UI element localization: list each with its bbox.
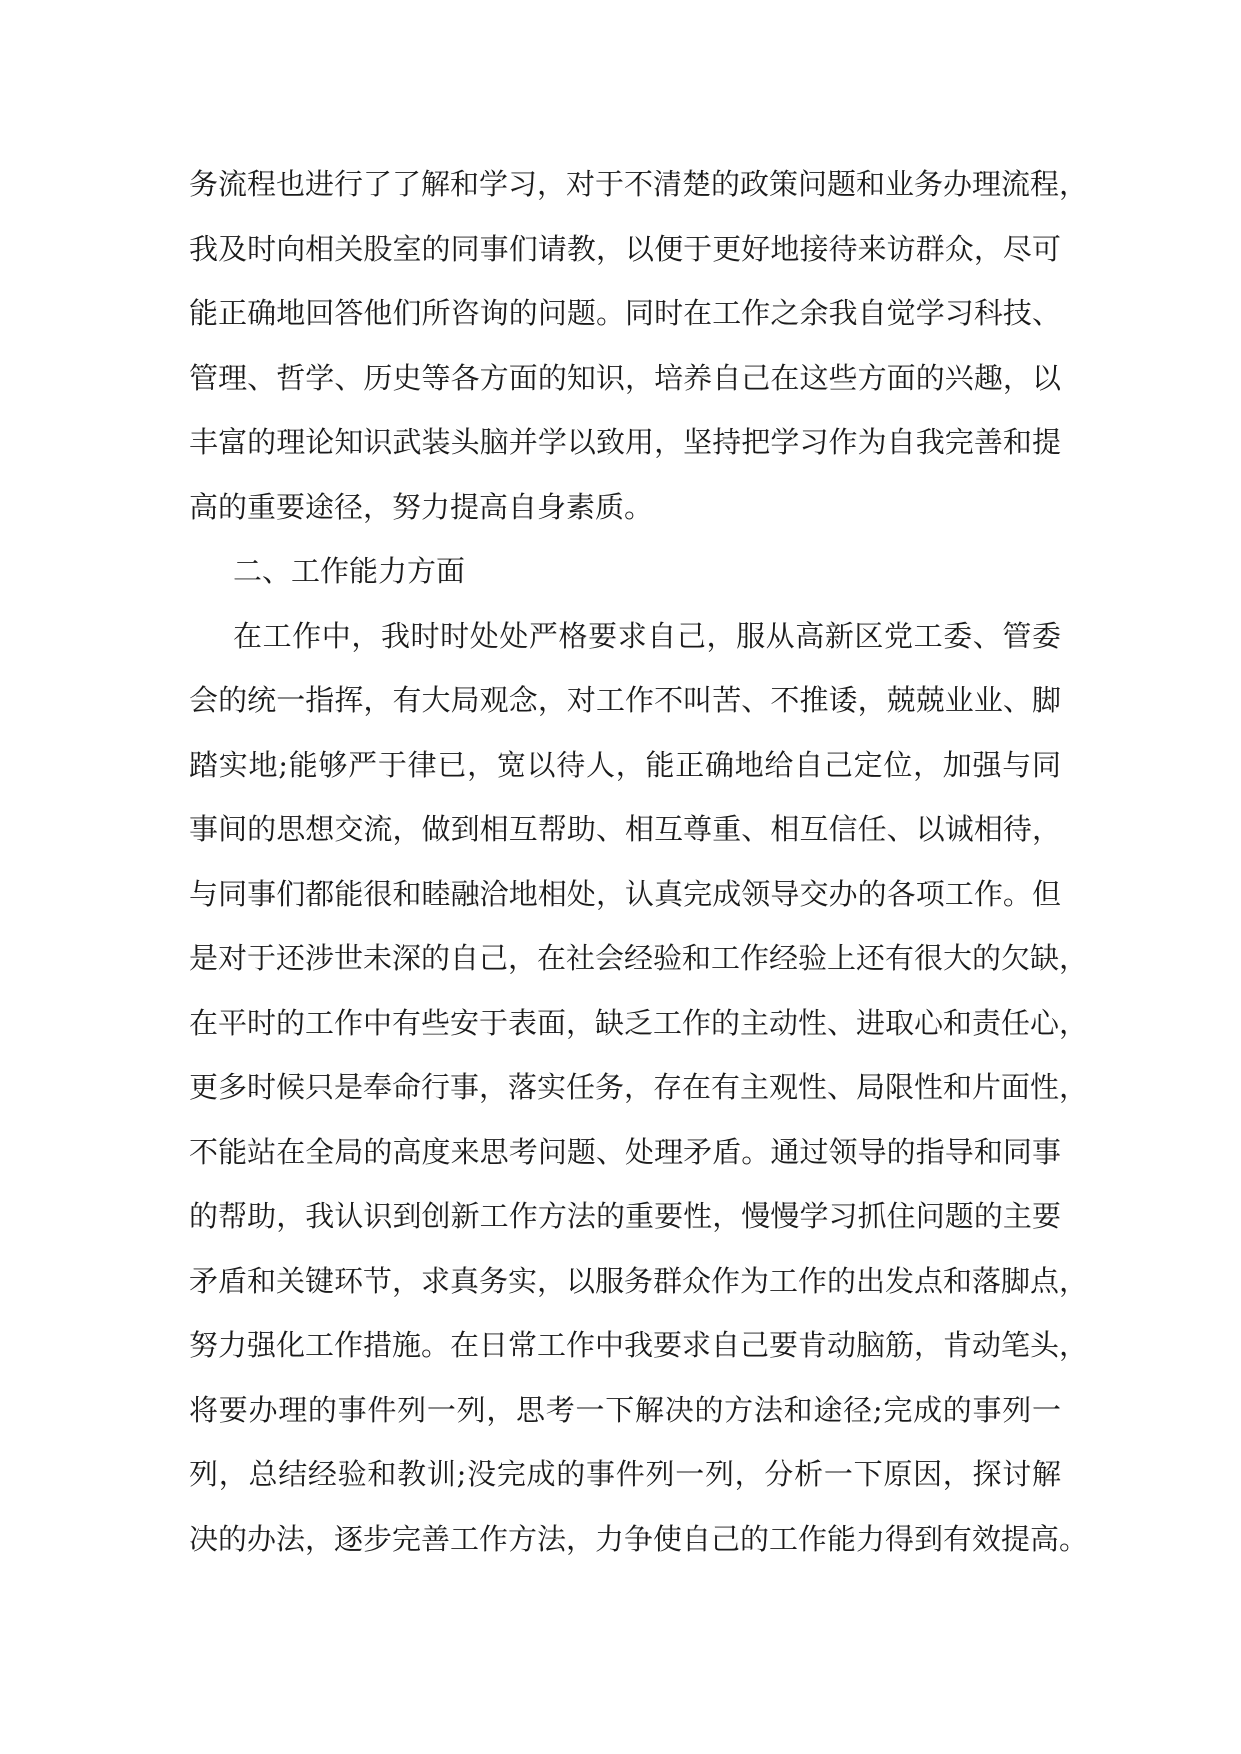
text-line: 务流程也进行了了解和学习，对于不清楚的政策问题和业务办理流程， xyxy=(189,167,1089,201)
text-line: 决的办法，逐步完善工作方法，力争使自己的工作能力得到有效提高。 xyxy=(189,1521,1089,1556)
text-line: 努力强化工作措施。在日常工作中我要求自己要肯动脑筋，肯动笔头， xyxy=(189,1328,1089,1362)
text-line: 我及时向相关股室的同事们请教，以便于更好地接待来访群众，尽可 xyxy=(189,231,1061,266)
text-line: 能正确地回答他们所咨询的问题。同时在工作之余我自觉学习科技、 xyxy=(189,296,1061,330)
text-line: 在平时的工作中有些安于表面，缺乏工作的主动性、进取心和责任心， xyxy=(189,1005,1089,1040)
text-line: 不能站在全局的高度来思考问题、处理矛盾。通过领导的指导和同事 xyxy=(189,1134,1061,1169)
text-line: 在工作中，我时时处处严格要求自己，服从高新区党工委、管委 xyxy=(233,618,1061,653)
text-line: 丰富的理论知识武装头脑并学以致用，坚持把学习作为自我完善和提 xyxy=(189,425,1061,459)
text-line: 是对于还涉世未深的自己，在社会经验和工作经验上还有很大的欠缺， xyxy=(189,941,1089,975)
text-line: 踏实地;能够严于律已，宽以待人，能正确地给自己定位，加强与同 xyxy=(189,747,1061,782)
text-line: 更多时候只是奉命行事，落实任务，存在有主观性、局限性和片面性， xyxy=(189,1070,1089,1104)
section-heading: 二、工作能力方面 xyxy=(233,554,466,588)
text-line: 事间的思想交流，做到相互帮助、相互尊重、相互信任、以诚相待， xyxy=(189,812,1061,846)
text-line: 将要办理的事件列一列，思考一下解决的方法和途径;完成的事列一 xyxy=(189,1392,1061,1427)
text-line: 的帮助，我认识到创新工作方法的重要性，慢慢学习抓住问题的主要 xyxy=(189,1199,1061,1233)
text-line: 管理、哲学、历史等各方面的知识，培养自己在这些方面的兴趣，以 xyxy=(189,360,1061,395)
text-line: 与同事们都能很和睦融洽地相处，认真完成领导交办的各项工作。但 xyxy=(189,876,1061,911)
text-line: 矛盾和关键环节，求真务实，以服务群众作为工作的出发点和落脚点， xyxy=(189,1263,1089,1298)
document-body xyxy=(189,152,1089,1571)
text-line: 列，总结经验和教训;没完成的事件列一列，分析一下原因，探讨解 xyxy=(189,1457,1061,1491)
text-line: 会的统一指挥，有大局观念，对工作不叫苦、不推诿，兢兢业业、脚 xyxy=(189,683,1061,717)
text-line: 高的重要途径，努力提高自身素质。 xyxy=(189,489,654,524)
